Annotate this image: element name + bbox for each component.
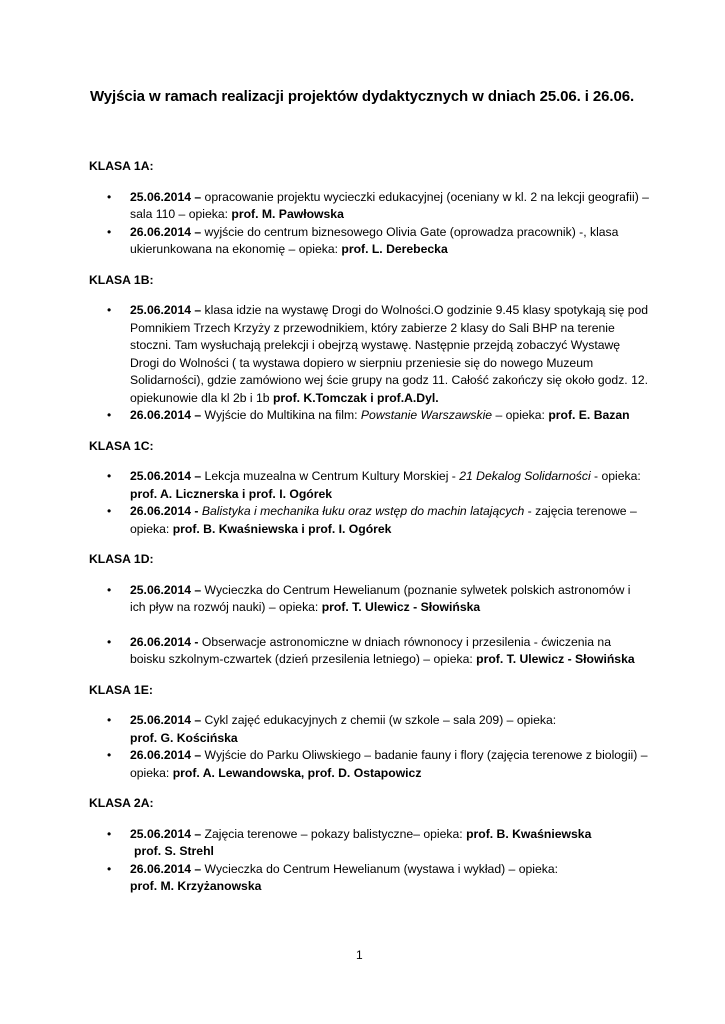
class-heading-1b: KLASA 1B: (89, 272, 154, 287)
item-teacher: prof. T. Ulewicz - Słowińska (476, 652, 635, 666)
item-date: 26.06.2014 - (130, 634, 199, 649)
item-teacher: prof. B. Kwaśniewska (466, 826, 592, 841)
list-item (89, 747, 649, 782)
item-date: 26.06.2014 – (130, 861, 202, 876)
item-date: 26.06.2014 – (130, 224, 202, 239)
item-teacher: prof. M. Krzyżanowska (130, 879, 262, 893)
item-text: opracowanie projektu wycieczki edukacyjnej (oceniany w kl. 2 na lekcji geografii) – sala 110 – opieka: (130, 189, 649, 221)
class-list-1e (89, 712, 649, 782)
bullet-icon: • (107, 469, 112, 483)
item-text: Obserwacje astronomiczne w dniach równonocy i przesilenia - ćwiczenia na boisku szkolnym-czwartek (dzień przesilenia letniego) – opieka: (130, 634, 611, 666)
item-text: wyjście do centrum biznesowego Olivia Gate (oprowadza pracownik) -, klasa ukierunkowana na ekonomię – opieka: (130, 224, 619, 256)
class-list-2a (89, 826, 649, 896)
item-teacher: prof. A. Licznerska i prof. I. Ogórek (130, 486, 333, 501)
class-heading-2a: KLASA 2A: (89, 796, 154, 810)
item-teacher: prof. L. Derebecka (341, 242, 448, 256)
item-teacher: prof. M. Pawłowska (231, 207, 344, 221)
document-title: Wyjścia w ramach realizacji projektów dydaktycznych w dniach 25.06. i 26.06. (90, 88, 635, 105)
class-heading-1a: KLASA 1A: (89, 159, 154, 173)
document-content (89, 158, 649, 909)
list-item (89, 302, 649, 407)
list-item (89, 503, 649, 538)
class-list-1a (89, 189, 649, 259)
list-item (89, 861, 649, 896)
page-number: 1 (356, 948, 363, 962)
bullet-icon: • (107, 408, 112, 422)
item-teacher: prof. B. Kwaśniewska i prof. I. Ogórek (172, 521, 392, 536)
bullet-icon: • (107, 504, 112, 518)
item-date: 26.06.2014 – (130, 408, 202, 422)
bullet-icon: • (107, 634, 112, 649)
bullet-icon: • (107, 826, 112, 841)
list-item (89, 826, 649, 861)
bullet-icon: • (107, 713, 112, 727)
list-item (89, 407, 649, 425)
class-heading-1c: KLASA 1C: (89, 438, 154, 453)
item-text: Wyjście do Multikina na film: (201, 408, 361, 422)
item-text: – opieka: (492, 408, 549, 422)
item-teacher: prof. K.Tomczak i prof.A.Dyl. (272, 390, 439, 405)
item-text: Wycieczka do Centrum Hewelianum (poznanie sylwetek polskich astronomów i ich pływ na rozwój nauki) – opieka: (130, 582, 631, 614)
bullet-icon: • (107, 303, 112, 317)
item-text: Wycieczka do Centrum Hewelianum (wystawa i wykład) – opieka: (201, 861, 559, 876)
bullet-icon: • (107, 748, 112, 762)
item-teacher: prof. A. Lewandowska, prof. D. Ostapowicz (172, 765, 422, 780)
item-date: 26.06.2014 - (130, 504, 199, 518)
item-date: 25.06.2014 – (130, 713, 202, 727)
item-text: - zajęcia terenowe – opieka: (130, 504, 637, 536)
item-italic-title: 21 Dekalog Solidarności (459, 469, 591, 483)
item-text: Lekcja muzealna w Centrum Kultury Morskiej - (201, 469, 460, 483)
list-item (89, 582, 649, 617)
class-list-1c (89, 468, 649, 538)
list-item (89, 189, 649, 224)
item-date: 25.06.2014 – (130, 826, 202, 841)
item-teacher: prof. G. Kościńska (130, 730, 238, 745)
item-text: klasa idzie na wystawę Drogi do Wolności.O godzinie 9.45 klasy spotykają się pod Pomnikiem Trzech Krzyży z przewodnikiem, który zabierze 2 klasy do Sali BHP na terenie stoczni. Tam wysłuchają prelekcji i obejrzą wystawę. Następnie przejdą zobaczyć Wystawę Drogi do Wolności ( ta wystawa dopiero w sierpniu przeniesie się do nowego Muzeum Solidarności), gdzie zamówiono wej ście grupy na godz 11. Całość zakończy się około godz. 12. opiekunowie dla kl 2b i 1b (130, 303, 649, 405)
class-list-1b (89, 302, 649, 425)
list-item (89, 712, 649, 747)
item-date: 25.06.2014 – (130, 189, 202, 204)
item-date: 26.06.2014 – (130, 748, 202, 762)
class-heading-1d: KLASA 1D: (89, 552, 154, 566)
list-item (89, 468, 649, 503)
list-item (89, 224, 649, 259)
bullet-icon: • (107, 861, 112, 876)
class-heading-1e: KLASA 1E: (89, 682, 153, 697)
bullet-icon: • (107, 189, 112, 204)
bullet-icon: • (107, 224, 112, 239)
item-text: Cykl zajęć edukacyjnych z chemii (w szkole – sala 209) – opieka: (201, 713, 557, 727)
class-list-1d (89, 582, 649, 669)
item-text: Zajęcia terenowe – pokazy balistyczne– opieka: (201, 826, 467, 841)
item-text: Wyjście do Parku Oliwskiego – badanie fauny i flory (zajęcia terenowe z biologii) – opieka: (130, 748, 648, 780)
list-item (89, 634, 649, 669)
item-italic-title: Powstanie Warszawskie (360, 408, 493, 422)
item-teacher: prof. E. Bazan (548, 408, 630, 422)
item-date: 25.06.2014 – (130, 582, 202, 597)
item-text: - opieka: (590, 469, 641, 483)
item-teacher: prof. T. Ulewicz - Słowińska (321, 600, 481, 614)
item-italic-title: Balistyka i mechanika łuku oraz wstęp do machin latających (201, 504, 525, 518)
item-teacher: prof. S. Strehl (134, 844, 214, 858)
item-date: 25.06.2014 – (130, 303, 202, 317)
item-date: 25.06.2014 – (130, 469, 202, 483)
bullet-icon: • (107, 582, 112, 597)
